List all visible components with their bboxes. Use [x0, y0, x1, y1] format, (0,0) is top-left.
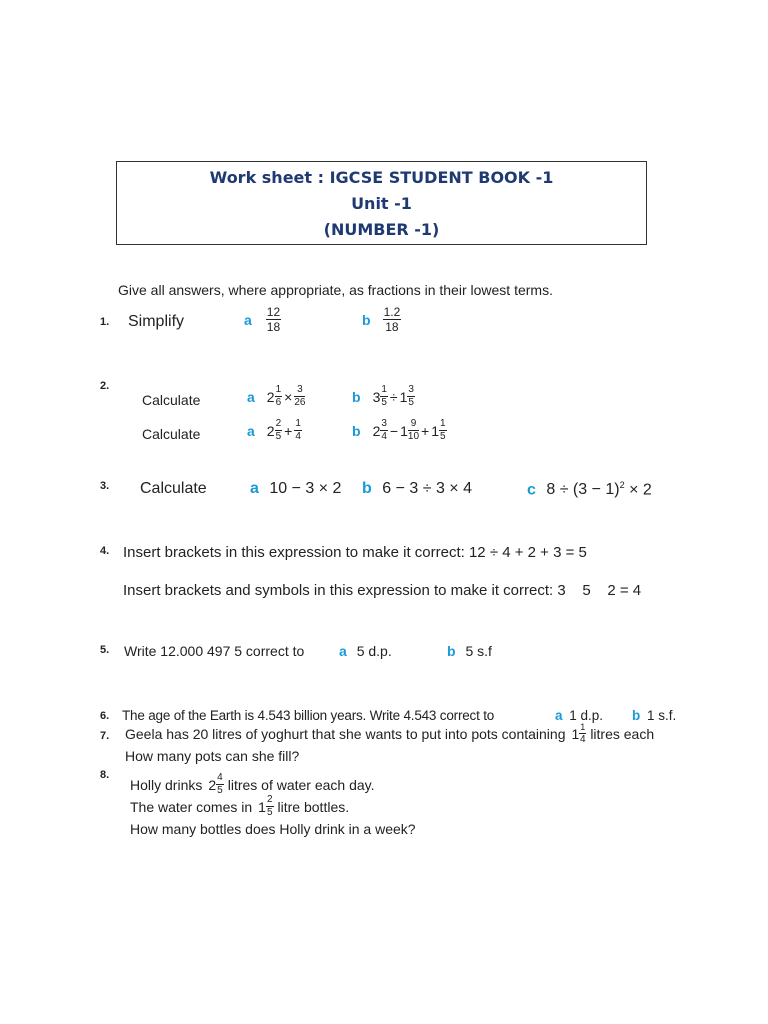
q2-row1-verb: Calculate — [142, 392, 201, 408]
fraction — [439, 419, 447, 442]
q6-b-label: b — [632, 708, 641, 723]
q2-row2-verb: Calculate — [142, 426, 201, 442]
fraction-denominator: 26 — [294, 397, 306, 408]
fraction — [380, 419, 388, 442]
question-number-8: 8. — [100, 769, 110, 781]
q8-text-pre: Holly drinks — [130, 776, 203, 793]
mixed-whole: 1 — [258, 798, 266, 815]
q5-a-label: a — [339, 643, 347, 659]
q2-row2-a-label: a — [247, 422, 255, 439]
mixed-whole: 1 — [431, 422, 440, 439]
q8-text-pre: The water comes in — [130, 798, 253, 815]
q3-part-a — [250, 480, 341, 498]
mixed-whole: 1 — [400, 422, 408, 439]
fraction — [275, 419, 283, 442]
operator: + — [284, 422, 293, 439]
q3-c-label: c — [527, 481, 536, 499]
q5-a-text: 5 d.p. — [356, 643, 392, 659]
fraction — [294, 419, 302, 442]
mixed-whole: 2 — [266, 422, 275, 439]
fraction-denominator: 18 — [385, 320, 399, 334]
q8-line-1 — [130, 773, 375, 796]
fraction-denominator: 10 — [407, 431, 420, 442]
topic-title: (NUMBER -1) — [323, 220, 440, 239]
fraction-denominator: 4 — [295, 431, 301, 442]
fraction-numerator: 2 — [266, 794, 273, 805]
q3-c-exponent: 2 — [619, 480, 625, 490]
fraction-numerator: 2 — [275, 418, 282, 429]
fraction — [216, 773, 224, 796]
q7-line-1 — [125, 723, 654, 745]
fraction-denominator: 4 — [381, 431, 387, 442]
fraction-denominator: 5 — [266, 807, 273, 818]
fraction-denominator: 5 — [408, 397, 414, 408]
question-number-4: 4. — [100, 545, 110, 557]
q1-verb: Simplify — [128, 313, 185, 330]
operator: − — [389, 422, 399, 439]
question-number-2: 2. — [100, 380, 110, 392]
fraction-denominator: 5 — [440, 431, 446, 442]
q2-row1-a-label: a — [247, 388, 255, 405]
fraction-numerator: 3 — [381, 418, 387, 429]
q1-a-label: a — [244, 311, 252, 328]
q5-b-text: 5 s.f — [465, 643, 492, 659]
fraction-denominator: 5 — [275, 431, 282, 442]
q6-part-b — [632, 708, 676, 723]
fraction — [294, 385, 305, 408]
q6-text: The age of the Earth is 4.543 billion years. Write 4.543 correct to — [122, 708, 495, 723]
q2-row2-b-label: b — [352, 422, 361, 439]
q3-verb: Calculate — [140, 480, 207, 497]
q3-a-expression: 10 − 3 × 2 — [269, 480, 342, 497]
question-number-6: 6. — [100, 710, 110, 722]
fraction-numerator: 12 — [266, 305, 281, 319]
fraction-numerator: 1 — [275, 384, 282, 395]
q5-b-label: b — [447, 643, 456, 659]
fraction-denominator: 18 — [266, 320, 281, 334]
unit-title: Unit -1 — [351, 194, 412, 213]
q6-a-label: a — [555, 708, 563, 723]
fraction — [408, 419, 419, 442]
instruction-text: Give all answers, where appropriate, as fractions in their lowest terms. — [118, 282, 553, 298]
q7-line-2: How many pots can she fill? — [125, 748, 300, 764]
q3-b-expression: 6 − 3 ÷ 3 × 4 — [382, 480, 472, 497]
fraction-numerator: 1.2 — [383, 305, 401, 319]
q2-row2-part-b — [352, 419, 447, 442]
fraction-numerator: 1 — [295, 418, 301, 429]
fraction-denominator: 5 — [381, 397, 387, 408]
mixed-whole: 2 — [372, 422, 381, 439]
question-number-5: 5. — [100, 644, 110, 656]
fraction — [579, 723, 586, 745]
q6-b-text: 1 s.f. — [647, 708, 677, 723]
fraction-numerator: 1 — [440, 418, 446, 429]
q3-c-expression: 8 ÷ (3 − 1) — [546, 481, 620, 499]
q3-a-label: a — [250, 480, 259, 497]
q4-line-2: Insert brackets and symbols in this expression to make it correct: 3 5 2 = 4 — [123, 582, 642, 599]
q7-text-post: litres each — [590, 726, 655, 742]
q1-part-b — [362, 306, 401, 333]
q3-part-c — [527, 480, 652, 499]
fraction-numerator: 3 — [408, 384, 414, 395]
fraction-numerator: 1 — [580, 722, 586, 732]
mixed-whole: 2 — [208, 776, 217, 793]
mixed-whole: 1 — [571, 726, 580, 742]
fraction — [275, 385, 283, 408]
question-number-1: 1. — [100, 316, 110, 328]
q5-part-a — [339, 643, 392, 659]
fraction-numerator: 1 — [381, 384, 387, 395]
q8-text-post: litres of water each day. — [227, 776, 375, 793]
fraction — [380, 385, 388, 408]
q1-part-a — [244, 306, 281, 333]
fraction-denominator: 6 — [275, 397, 282, 408]
mixed-whole: 3 — [372, 388, 381, 405]
fraction-denominator: 4 — [580, 734, 586, 745]
q1-a-fraction — [266, 306, 281, 333]
q2-row1-b-label: b — [352, 388, 361, 405]
operator: × — [284, 388, 293, 405]
q2-row1-part-b — [352, 385, 415, 408]
question-number-3: 3. — [100, 480, 110, 492]
fraction-numerator: 4 — [217, 772, 223, 783]
mixed-whole: 2 — [266, 388, 275, 405]
fraction-numerator: 9 — [408, 419, 419, 431]
q2-row1-part-a — [247, 385, 305, 408]
q6-a-text: 1 d.p. — [569, 708, 604, 723]
q8-text-post: litre bottles. — [277, 798, 350, 815]
q2-row2-part-a — [247, 419, 302, 442]
operator: ÷ — [389, 388, 398, 405]
q3-part-b — [362, 480, 472, 498]
q5-part-b — [447, 643, 492, 659]
q5-text: Write 12.000 497 5 correct to — [124, 643, 305, 659]
q7-text-pre: Geela has 20 litres of yoghurt that she wants to put into pots containing — [125, 726, 566, 742]
q3-b-label: b — [362, 480, 372, 497]
q1-b-fraction — [383, 306, 402, 333]
fraction-denominator: 5 — [217, 785, 223, 796]
q8-line-2 — [130, 795, 349, 818]
q6-part-a — [555, 708, 603, 723]
fraction — [407, 385, 415, 408]
title-box — [116, 161, 647, 245]
fraction-numerator: 3 — [294, 385, 305, 397]
q1-b-label: b — [362, 311, 371, 328]
question-number-7: 7. — [100, 730, 110, 742]
q4-line-1: Insert brackets in this expression to make it correct: 12 ÷ 4 + 2 + 3 = 5 — [123, 544, 587, 561]
q3-c-expression-tail: × 2 — [624, 481, 652, 499]
operator: + — [421, 422, 430, 439]
mixed-whole: 1 — [399, 388, 408, 405]
q8-line-3: How many bottles does Holly drink in a week? — [130, 821, 416, 837]
worksheet-title: Work sheet : IGCSE STUDENT BOOK -1 — [209, 168, 554, 187]
fraction — [266, 795, 274, 818]
